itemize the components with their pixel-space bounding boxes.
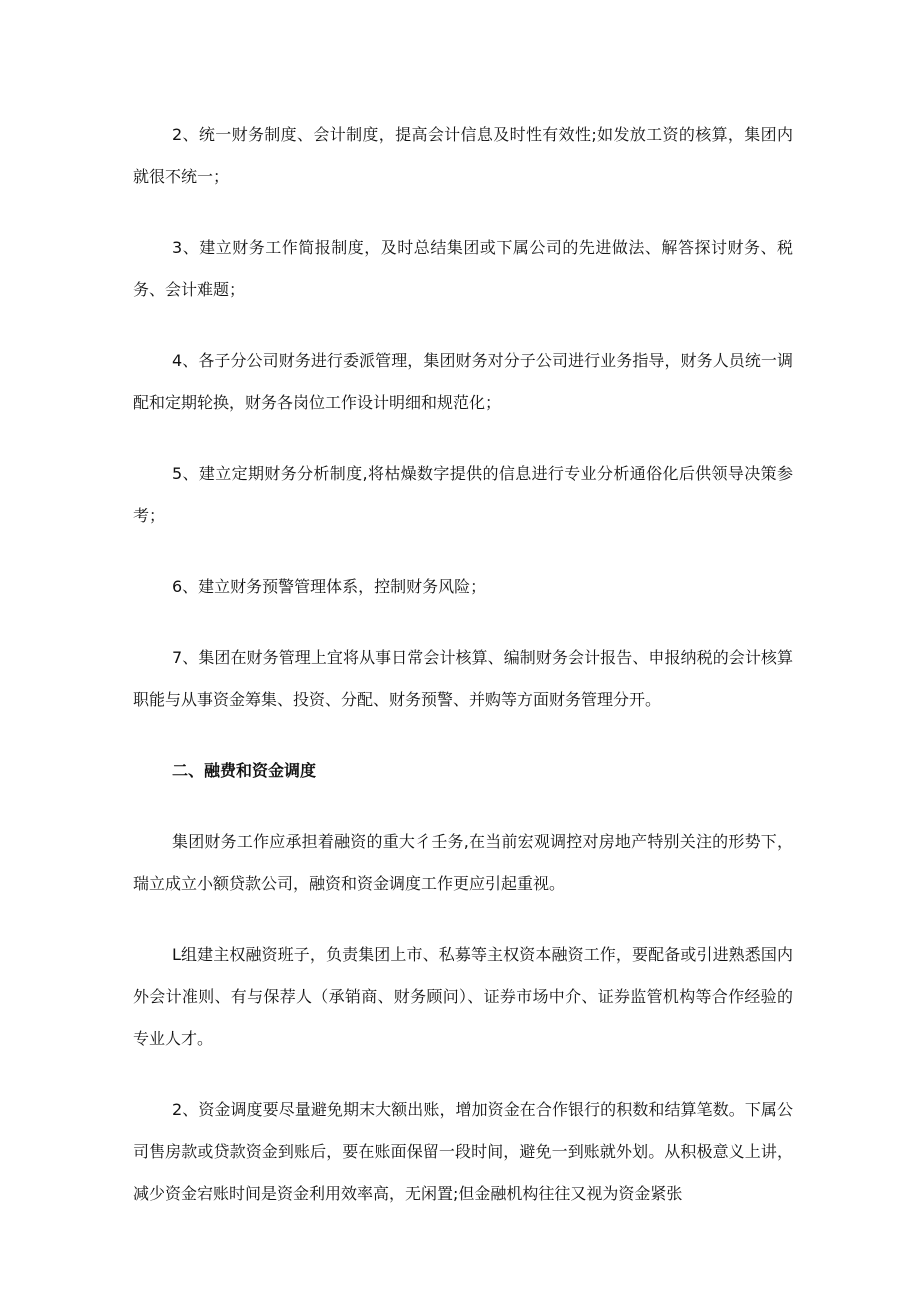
paragraph-item-5: 5、建立定期财务分析制度,将枯燥数字提供的信息进行专业分析通俗化后供领导决策参考； <box>133 464 793 525</box>
section-paragraph-1: L组建主权融资班子，负责集团上市、私募等主权资本融资工作，要配备或引进熟悉国内外会计准则、有与保荐人（承销商、财务顾问）、证券市场中介、证券监管机构等合作经验的专业人才。 <box>133 945 793 1048</box>
section-heading: 二、融费和资金调度 <box>172 761 317 780</box>
paragraph-item-3: 3、建立财务工作简报制度，及时总结集团或下属公司的先进做法、解答探讨财务、税务、会计难题； <box>133 238 793 299</box>
document-body <box>133 114 793 1244</box>
paragraph-item-2: 2、统一财务制度、会计制度，提高会计信息及时性有效性;如发放工资的核算，集团内就很不统一； <box>133 125 793 186</box>
paragraph-item-6: 6、建立财务预警管理体系，控制财务风险； <box>172 577 487 596</box>
section-intro-paragraph: 集团财务工作应承担着融资的重大彳壬务,在当前宏观调控对房地产特别关注的形势下，瑞立成立小额贷款公司，融资和资金调度工作更应引起重视。 <box>133 832 793 893</box>
section-paragraph-2: 2、资金调度要尽量避免期末大额出账，增加资金在合作银行的积数和结算笔数。下属公司售房款或贷款资金到账后，要在账面保留一段时间，避免一到账就外划。从积极意义上讲，减少资金宕账时间是资金利用效率高，无闲置;但金融机构往往又视为资金紧张 <box>133 1100 793 1203</box>
paragraph-item-4: 4、各子分公司财务进行委派管理，集团财务对分子公司进行业务指导，财务人员统一调配和定期轮换，财务各岗位工作设计明细和规范化； <box>133 351 793 412</box>
paragraph-item-7: 7、集团在财务管理上宜将从事日常会计核算、编制财务会计报告、申报纳税的会计核算职能与从事资金筹集、投资、分配、财务预警、并购等方面财务管理分开。 <box>133 648 793 709</box>
